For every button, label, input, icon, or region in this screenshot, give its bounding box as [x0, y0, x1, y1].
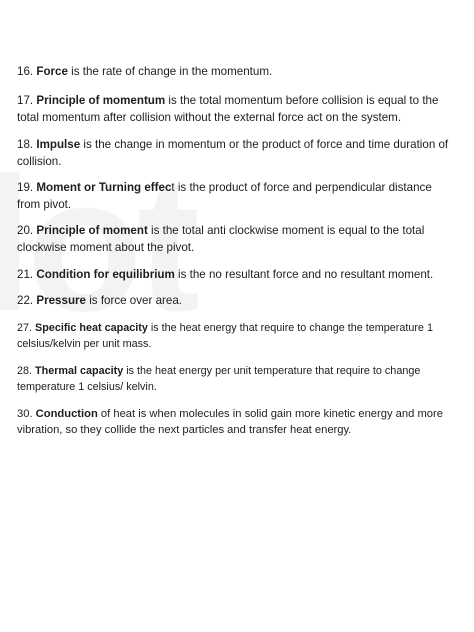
definition-number: 19. [17, 181, 34, 194]
definition-term: Impulse [36, 138, 81, 151]
definition-text: of heat is when molecules in solid gain more kinetic energy and more vibration, so they collide the next particles and transfer heat energy. [17, 408, 443, 436]
definition-number: 21. [17, 268, 34, 281]
definition-item-conduction [17, 406, 449, 438]
definition-term: Conduction [35, 408, 98, 420]
definition-text: is force over area. [86, 294, 183, 307]
definition-term: Principle of moment [36, 224, 148, 237]
definition-text: is the total momentum before collision is equal to the total momentum after collision without the external force act on the system. [17, 94, 439, 124]
definition-text: is the total anti clockwise moment is equal to the total clockwise moment about the pivot. [17, 224, 425, 254]
definition-number: 20. [17, 224, 34, 237]
definition-term: Pressure [36, 294, 86, 307]
definition-term: Specific heat capacity [35, 322, 148, 334]
definition-number: 28. [17, 365, 33, 377]
definition-item-pressure [17, 292, 449, 309]
definition-number: 18. [17, 138, 34, 151]
definition-item-moment [17, 179, 449, 213]
definition-text: is the no resultant force and no resultant moment. [174, 268, 434, 281]
definition-item-thermal-capacity [17, 363, 449, 395]
definition-number: 16. [17, 65, 34, 78]
definition-item-impulse [17, 136, 449, 170]
definition-item-principle-of-moment [17, 222, 449, 256]
definition-term: Condition for equilibrium [36, 268, 175, 281]
definition-item-principle-of-momentum [17, 92, 449, 126]
definition-number: 22. [17, 294, 34, 307]
definitions-list [17, 63, 449, 438]
definition-item-specific-heat-capacity [17, 320, 449, 352]
definition-text: is the change in momentum or the product of force and time duration of collision. [17, 138, 449, 168]
definition-text: t is the product of force and perpendicular distance from pivot. [17, 181, 432, 211]
definition-text: is the rate of change in the momentum. [67, 65, 273, 78]
definition-term: Force [36, 65, 68, 78]
definition-item-condition-for-equilibrium [17, 266, 449, 283]
definition-number: 27. [17, 322, 33, 334]
definition-text: is the heat energy that require to change the temperature 1 celsius/kelvin per unit mass. [17, 322, 433, 350]
definition-term: Thermal capacity [35, 365, 124, 377]
definition-number: 30. [17, 408, 33, 420]
definition-text: is the heat energy per unit temperature that require to change temperature 1 celsius/ kelvin. [17, 365, 421, 393]
definition-term: Moment or Turning effec [36, 181, 172, 194]
definition-item-force [17, 63, 449, 80]
definition-term: Principle of momentum [36, 94, 166, 107]
definition-number: 17. [17, 94, 34, 107]
